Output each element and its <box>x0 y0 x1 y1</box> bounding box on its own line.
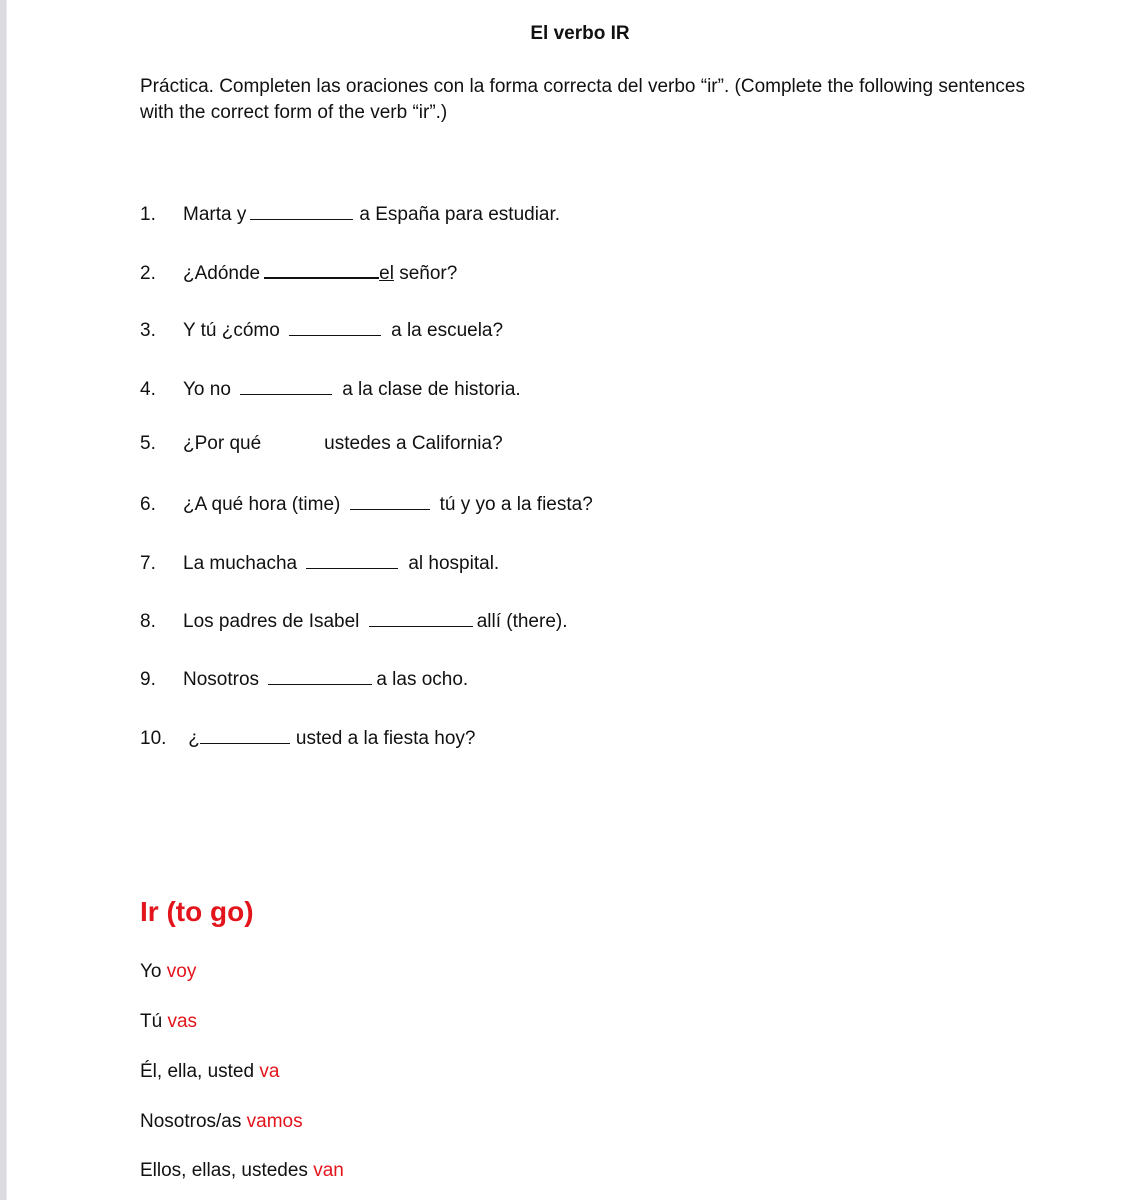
verb-form: voy <box>166 961 197 982</box>
item-text-after: usted a la fiesta hoy? <box>295 728 476 749</box>
item-text-after: a la escuela? <box>391 320 504 341</box>
item-text-after: allí (there). <box>476 611 568 632</box>
item-number: 8. <box>140 611 156 632</box>
page-edge <box>0 0 7 1200</box>
subject: Él, ella, usted <box>140 1061 255 1082</box>
item-text-after: ustedes a California? <box>324 433 503 454</box>
item-number: 9. <box>140 669 156 690</box>
exercise-item <box>140 550 499 575</box>
exercise-item <box>140 317 503 342</box>
item-text-before: ¿A qué hora (time) <box>183 494 346 515</box>
answer-blank[interactable] <box>369 608 473 627</box>
verb-form: vas <box>167 1011 198 1032</box>
item-underlined-word: el <box>379 263 394 284</box>
exercise-item <box>140 433 503 455</box>
answer-blank[interactable] <box>200 725 290 744</box>
item-text-before: Los padres de Isabel <box>183 611 365 632</box>
item-number: 3. <box>140 320 156 341</box>
item-text-after: a las ocho. <box>376 669 469 690</box>
item-text-after: a la clase de historia. <box>342 379 521 400</box>
item-text-before: ¿Adónde <box>183 263 261 284</box>
item-text-before: Yo no <box>183 379 237 400</box>
answer-blank[interactable] <box>350 491 430 510</box>
exercise-item <box>140 666 468 691</box>
answer-blank[interactable] <box>240 376 332 395</box>
answer-blank[interactable] <box>306 550 398 569</box>
exercise-item <box>140 491 593 516</box>
exercise-item <box>140 259 457 285</box>
item-number: 5. <box>140 433 156 454</box>
item-text-before: ¿ <box>183 728 200 749</box>
item-number: 2. <box>140 263 156 284</box>
item-number: 4. <box>140 379 156 400</box>
item-text-after: al hospital. <box>408 553 500 574</box>
exercise-item <box>140 201 560 226</box>
conjugation-row <box>140 1011 197 1033</box>
conjugation-heading: Ir (to go) <box>140 896 254 927</box>
item-text-after: a España para estudiar. <box>359 204 561 225</box>
verb-form: va <box>259 1061 280 1082</box>
exercise-item <box>140 725 475 750</box>
subject: Nosotros/as <box>140 1111 242 1132</box>
item-number: 10. <box>140 728 167 749</box>
item-number: 6. <box>140 494 156 515</box>
verb-form: van <box>313 1160 344 1181</box>
conjugation-row <box>140 1160 344 1182</box>
conjugation-row <box>140 1111 303 1133</box>
conjugation-row <box>140 961 196 983</box>
item-text-before: Marta y <box>183 204 247 225</box>
item-text-before: Y tú ¿cómo <box>183 320 286 341</box>
subject: Yo <box>140 961 162 982</box>
answer-blank[interactable] <box>264 259 379 279</box>
subject: Tú <box>140 1011 163 1032</box>
item-text-after: señor? <box>393 263 458 284</box>
answer-blank[interactable] <box>289 317 381 336</box>
instructions: Práctica. Completen las oraciones con la forma correcta del verbo “ir”. (Complete the following sentences with the correct form of the verb “ir”.) <box>140 76 1025 123</box>
conjugation-row <box>140 1061 279 1083</box>
item-text-before: La muchacha <box>183 553 303 574</box>
verb-form: vamos <box>246 1111 303 1132</box>
answer-blank[interactable] <box>250 201 353 220</box>
answer-blank[interactable] <box>268 666 372 685</box>
document-title: El verbo IR <box>530 23 630 44</box>
item-text-before: ¿Por qué <box>183 433 262 454</box>
item-text-after: tú y yo a la fiesta? <box>439 494 593 515</box>
item-text-before: Nosotros <box>183 669 265 690</box>
exercise-item <box>140 376 521 401</box>
item-number: 7. <box>140 553 156 574</box>
exercise-item <box>140 608 568 633</box>
item-number: 1. <box>140 204 156 225</box>
subject: Ellos, ellas, ustedes <box>140 1160 308 1181</box>
